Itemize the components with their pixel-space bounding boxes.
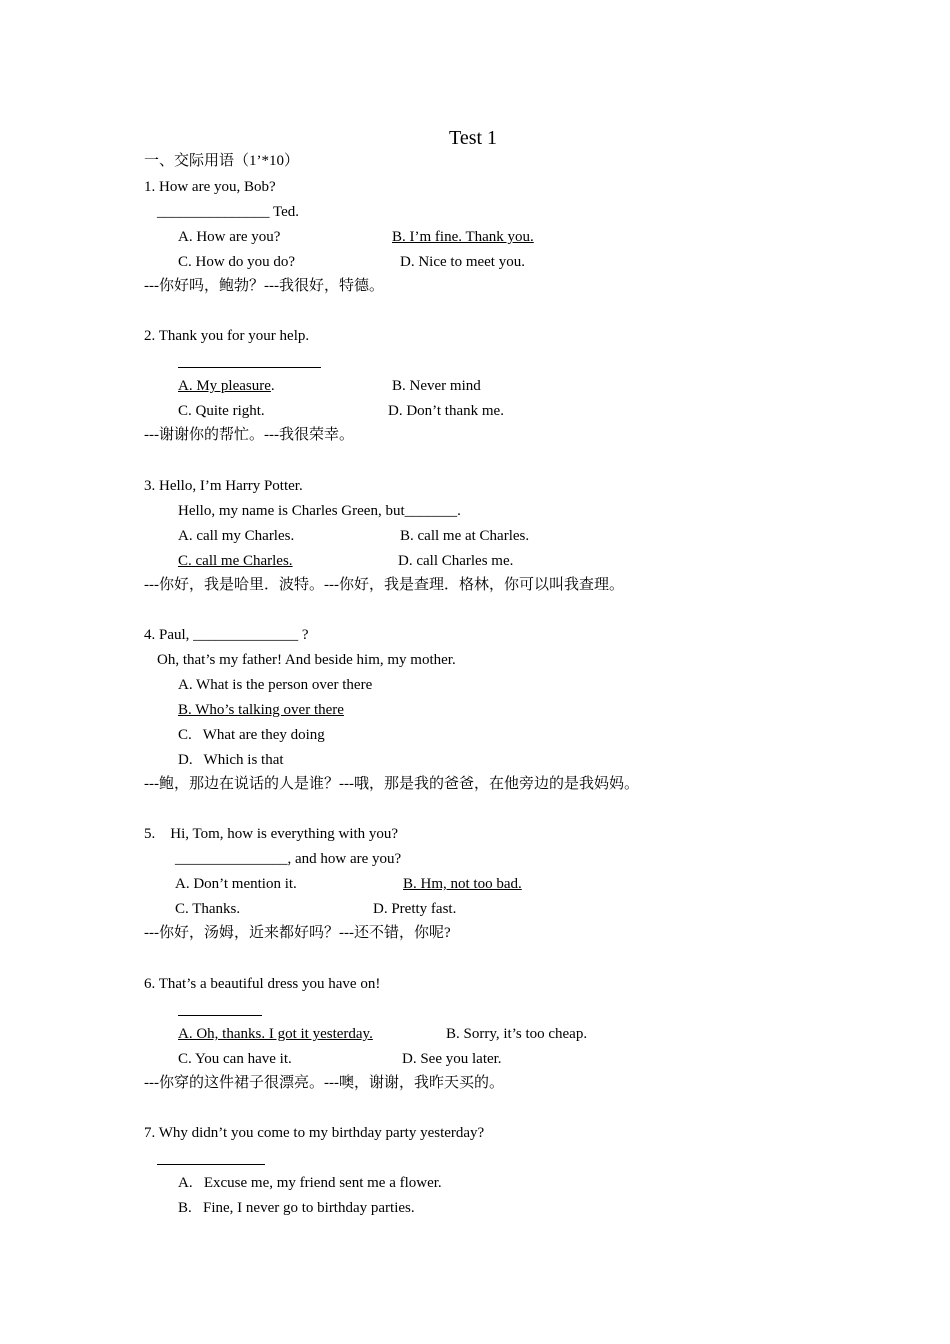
question-3-option-b: B. call me at Charles.: [400, 528, 530, 544]
question-6-option-b: B. Sorry, it’s too cheap.: [446, 1026, 588, 1042]
question-6-option-c: C. You can have it.: [178, 1051, 292, 1067]
question-1-option-b-answer: B. I’m fine. Thank you.: [392, 229, 534, 245]
question-2-translation: ---谢谢你的帮忙。---我很荣幸。: [144, 427, 354, 443]
question-7-option-a: A. Excuse me, my friend sent me a flower.: [178, 1175, 442, 1191]
question-7-option-b: B. Fine, I never go to birthday parties.: [178, 1200, 415, 1216]
question-3-reply: Hello, my name is Charles Green, but_______.: [178, 503, 461, 519]
question-1-option-a: A. How are you?: [178, 229, 281, 245]
question-1-blank: _______________ Ted.: [157, 204, 300, 220]
page-title: Test 1: [449, 127, 498, 149]
question-5-option-c: C. Thanks.: [175, 901, 241, 917]
question-2-option-a-period: .: [270, 378, 275, 394]
question-2-option-a-answer: [178, 377, 275, 395]
section-heading: 一、交际用语（1’*10）: [144, 153, 299, 169]
question-2-option-d: D. Don’t thank me.: [388, 403, 504, 419]
question-7-stem: 7. Why didn’t you come to my birthday party yesterday?: [144, 1125, 485, 1141]
question-3-option-d: D. call Charles me.: [398, 553, 514, 569]
question-3-option-c-answer: C. call me Charles.: [178, 553, 293, 569]
question-3-translation: ---你好，我是哈里．波特。---你好，我是查理．格林，你可以叫我查理。: [144, 577, 624, 593]
question-5-translation: ---你好，汤姆，近来都好吗？---还不错，你呢?: [144, 925, 451, 941]
question-5-option-a: A. Don’t mention it.: [175, 876, 297, 892]
question-2-stem: 2. Thank you for your help.: [144, 328, 310, 344]
question-1-option-c: C. How do you do?: [178, 254, 296, 270]
question-4-stem: 4. Paul, ______________ ?: [144, 627, 309, 643]
question-7-answer-line: [157, 1164, 265, 1165]
question-6-stem: 6. That’s a beautiful dress you have on!: [144, 976, 381, 992]
question-1-translation: ---你好吗，鲍勃？---我很好，特德。: [144, 278, 384, 294]
question-6-translation: ---你穿的这件裙子很漂亮。---噢，谢谢，我昨天买的。: [144, 1075, 504, 1091]
question-5-stem: 5. Hi, Tom, how is everything with you?: [144, 826, 399, 842]
question-5-reply: _______________, and how are you?: [175, 851, 402, 867]
question-6-option-d: D. See you later.: [402, 1051, 502, 1067]
question-6-answer-line: [178, 1015, 262, 1016]
question-5-option-d: D. Pretty fast.: [373, 901, 457, 917]
question-3-option-a: A. call my Charles.: [178, 528, 295, 544]
question-1-option-d: D. Nice to meet you.: [400, 254, 525, 270]
question-4-reply: Oh, that’s my father! And beside him, my mother.: [157, 652, 456, 668]
question-4-translation: ---鲍，那边在说话的人是谁？---哦，那是我的爸爸，在他旁边的是我妈妈。: [144, 776, 639, 792]
question-4-option-a: A. What is the person over there: [178, 677, 373, 693]
question-5-option-b-answer: B. Hm, not too bad.: [403, 876, 522, 892]
question-6-option-a-answer: A. Oh, thanks. I got it yesterday.: [178, 1026, 373, 1042]
question-2-option-a-text: A. My pleasure: [178, 378, 271, 394]
question-2-option-c: C. Quite right.: [178, 403, 265, 419]
question-4-option-c: C. What are they doing: [178, 727, 325, 743]
question-2-answer-line: [178, 367, 321, 368]
question-1-stem: 1. How are you, Bob?: [144, 179, 276, 195]
question-4-option-b-answer: B. Who’s talking over there: [178, 702, 344, 718]
question-2-option-b: B. Never mind: [392, 378, 481, 394]
question-4-option-d: D. Which is that: [178, 752, 284, 768]
question-3-stem: 3. Hello, I’m Harry Potter.: [144, 478, 303, 494]
